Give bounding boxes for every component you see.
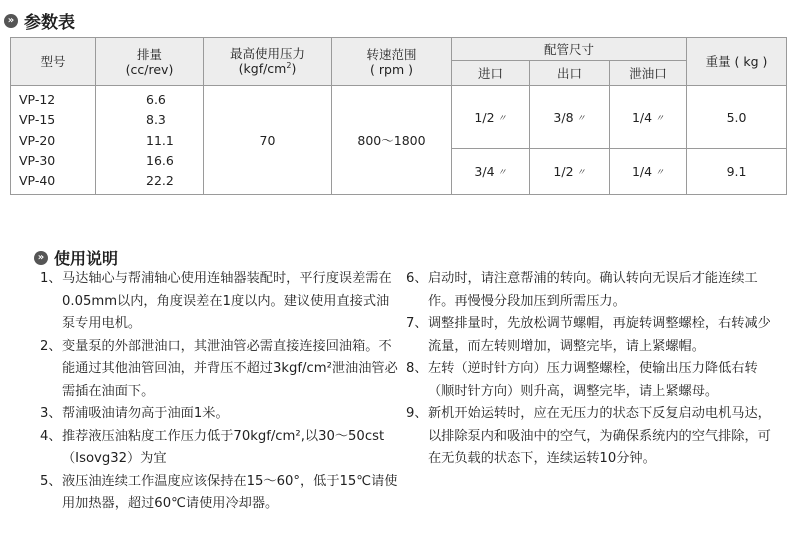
usage-section-title [34, 246, 118, 269]
model-value: VP-15 [19, 112, 56, 128]
flow-value: 6.6 [146, 92, 166, 107]
usage-notes-left [40, 268, 400, 516]
usage-title-text: 使用说明 [54, 249, 119, 268]
flow-value: 11.1 [146, 132, 174, 148]
spec-table [10, 37, 787, 195]
note-item: 8、 左转（逆时针方向）压力调整螺栓，使输出压力降低右转（顺时针方向）则升高，调整完毕，请上紧螺母。 [406, 361, 758, 399]
note-item: 2、 变量泵的外部泄油口，其泄油管必需直接连接回油箱。不能通过其他油管回油，并背压不超过3kgf/cm²泄油油管必需插在油面下。 [40, 338, 398, 399]
note-item: 5、 液压油连续工作温度应该保持在15～60°，低于15℃请使用加热器，超过60℃请使用冷却器。 [40, 473, 398, 511]
chevron-circle-icon: » [4, 14, 18, 28]
header-model: 型号 [11, 38, 96, 86]
params-title-text: 参数表 [24, 13, 75, 33]
note-item: 6、 启动时，请注意帮浦的转向。确认转向无误后才能连续工作。再慢慢分段加压到所需压力。 [406, 271, 758, 309]
header-inlet: 进口 [452, 61, 530, 86]
note-item: 1、 马达轴心与帮浦轴心使用连轴器装配时，平行度误差需在0.05mm以内，角度误差在1度以内。建议使用直接式油泵专用电机。 [40, 271, 392, 331]
header-flow: 排量 (cc/rev) [96, 38, 204, 86]
params-section-title [4, 8, 75, 33]
model-value: VP-12 [19, 92, 56, 107]
flow-value: 22.2 [146, 173, 174, 188]
model-value: VP-40 [19, 173, 56, 188]
flow-value: 8.3 [146, 112, 166, 128]
header-speed: 转速范围 ( rpm ) [332, 38, 452, 86]
usage-notes-right [406, 268, 776, 471]
header-outlet: 出口 [530, 61, 610, 86]
note-item: 4、 推荐液压油粘度工作压力低于70kgf/cm²,以30～50cst（Isovg32）为宜 [40, 428, 385, 466]
chevron-circle-icon: » [34, 251, 48, 265]
drain-cell: 1/4 〃 1/4 〃 [610, 86, 687, 195]
model-cell [11, 86, 96, 195]
outlet-cell: 3/8 〃 1/2 〃 [530, 86, 610, 195]
speed-cell: 800～1800 [332, 86, 452, 195]
model-value: VP-30 [19, 152, 56, 168]
flow-value: 16.6 [146, 152, 174, 168]
header-pressure: 最高使用压力 $(kgf/cm^2)$ [204, 38, 332, 86]
header-drain: 泄油口 [610, 61, 687, 86]
inlet-cell: 1/2 〃 3/4 〃 [452, 86, 530, 195]
weight-cell: 5.0 9.1 [687, 86, 787, 195]
header-pipe: 配管尺寸 [452, 38, 687, 61]
note-item: 9、 新机开始运转时，应在无压力的状态下反复启动电机马达，以排除泵内和吸油中的空气，为确保系统内的空气排除，可在无负载的状态下，连续运转10分钟。 [406, 406, 771, 466]
header-weight: 重量 ( kg ) [687, 38, 787, 86]
note-item: 7、 调整排量时，先放松调节螺帽，再旋转调整螺栓，右转减少流量，而左转则增加，调整完毕，请上紧螺帽。 [406, 316, 771, 354]
note-item: 3、 帮浦吸油请勿高于油面1米。 [40, 406, 229, 421]
model-value: VP-20 [19, 132, 56, 148]
flow-cell [96, 86, 204, 195]
pressure-cell: 70 [204, 86, 332, 195]
